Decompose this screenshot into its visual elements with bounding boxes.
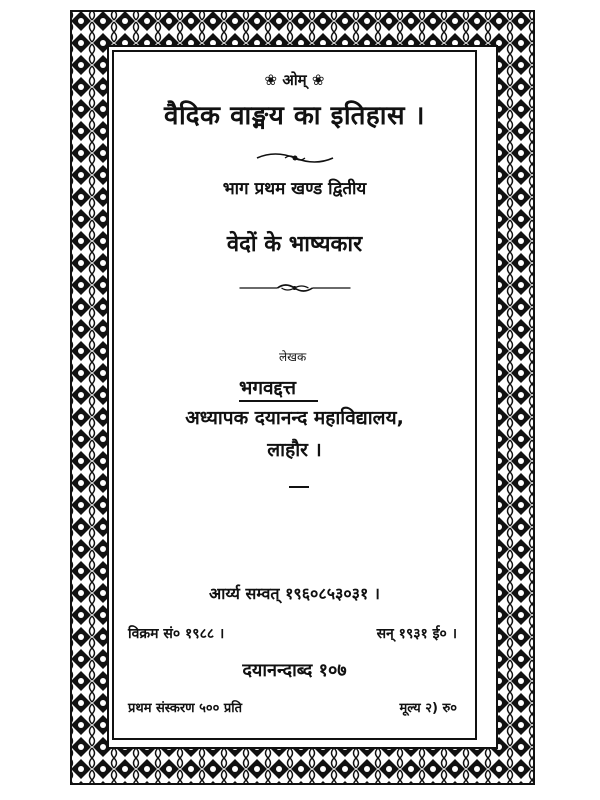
author-label: लेखक — [279, 350, 307, 364]
divider-dash — [289, 486, 309, 488]
scroll-ornament-icon — [255, 152, 335, 164]
author-name: भगवद्दत्त — [239, 374, 318, 402]
sub-title: वेदों के भाष्यकार — [226, 232, 363, 257]
author-affiliation: अध्यापक दयानन्द महाविद्यालय, — [185, 407, 404, 429]
main-title: वैदिक वाङ्मय का इतिहास । — [164, 101, 425, 131]
invocation: ❀ ओम् ❀ — [264, 71, 325, 89]
edition-info: प्रथम संस्करण ५०० प्रति — [128, 701, 243, 716]
city: लाहौर । — [267, 439, 322, 461]
title-panel — [112, 50, 477, 740]
arya-samvat-line: आर्य्य सम्वत् १९६०८५३०३१ । — [209, 584, 380, 603]
vikram-year: विक्रम सं० १९८८ । — [128, 626, 225, 642]
dayanandabd-year: दयानन्दाब्द १०७ — [242, 660, 347, 681]
scroll-ornament-icon — [237, 282, 352, 294]
price: मूल्य २) रु० — [399, 701, 457, 716]
ad-year: सन् १९३१ ई० । — [376, 626, 457, 642]
part-line: भाग प्रथम खण्ड द्वितीय — [222, 179, 367, 199]
